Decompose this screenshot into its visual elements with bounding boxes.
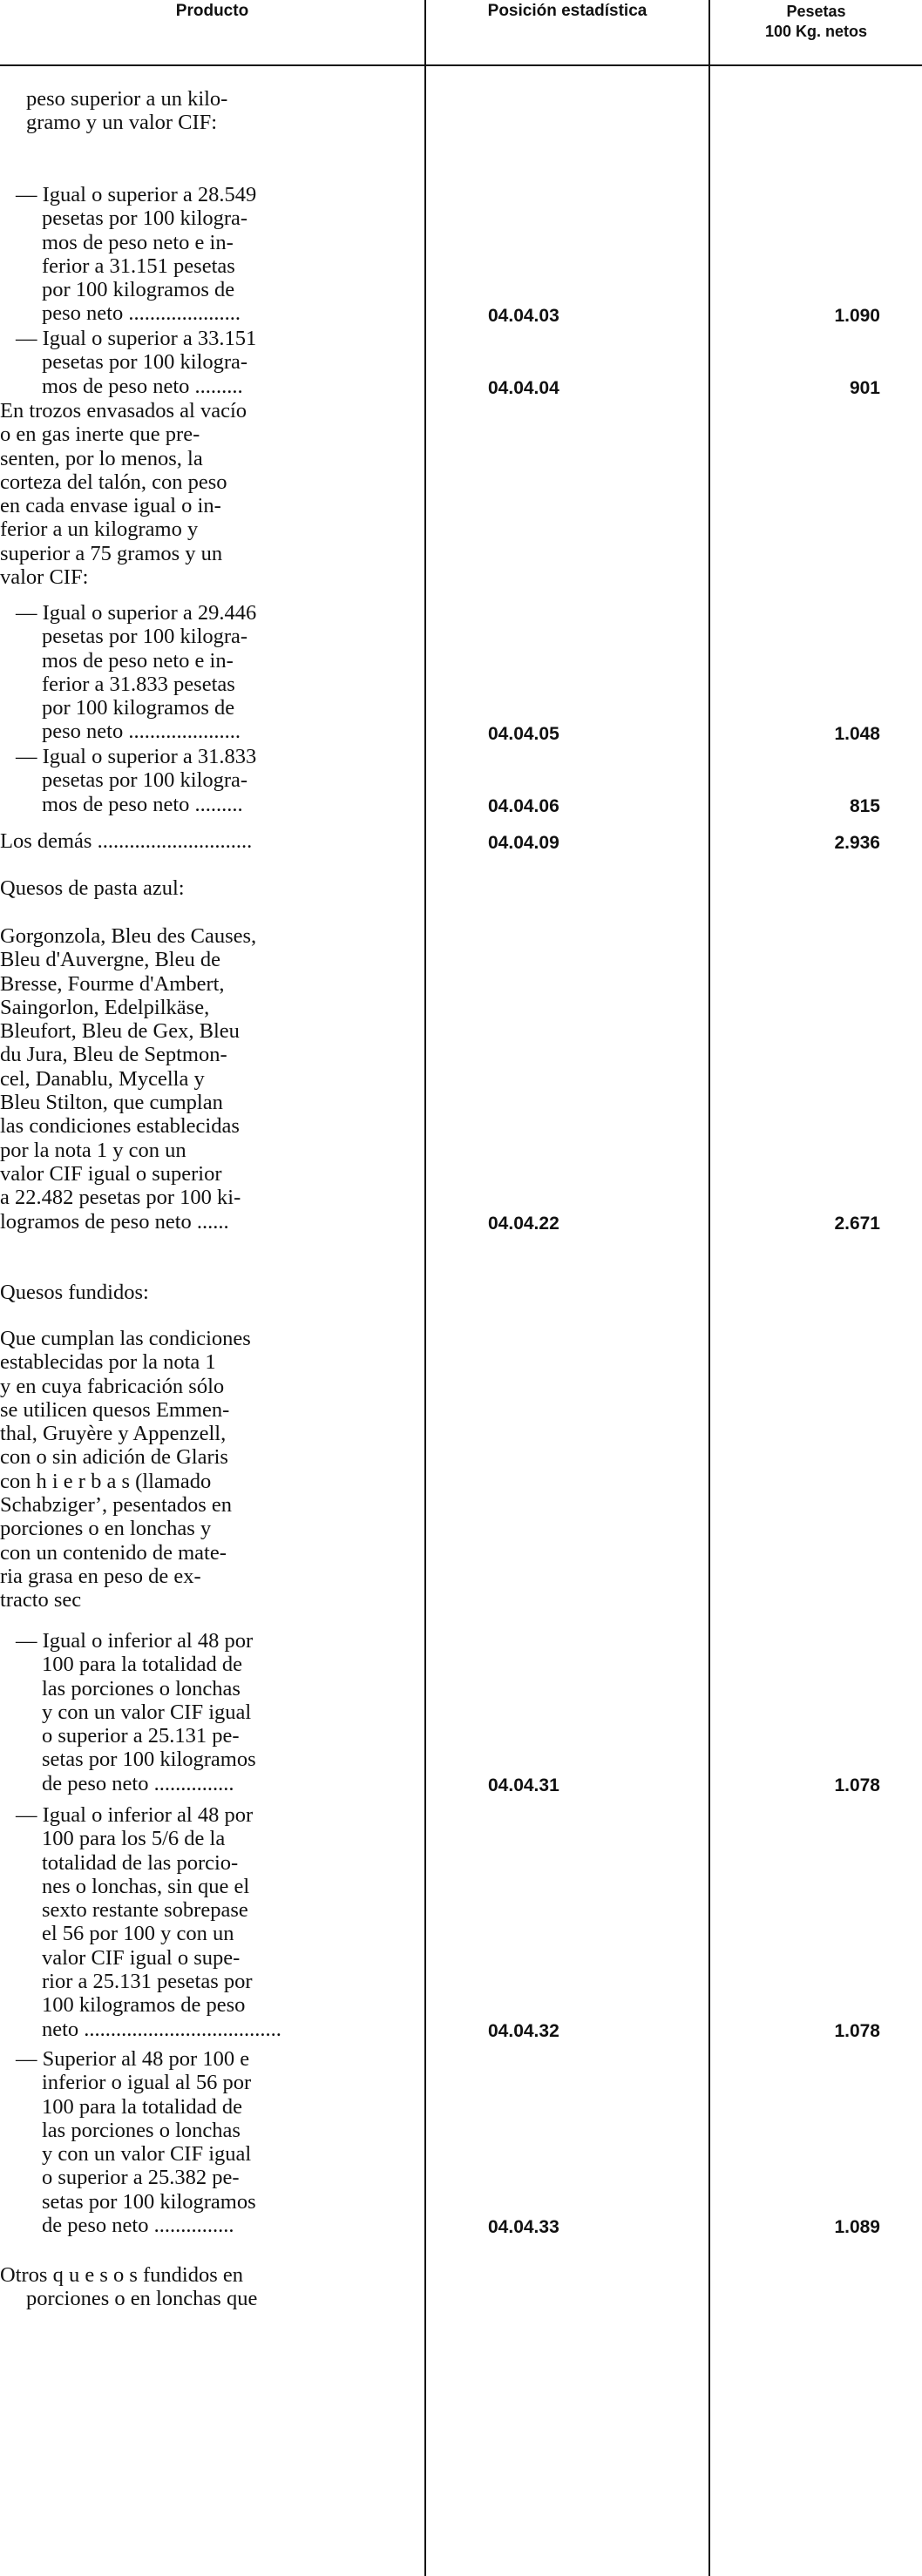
header-pesetas-line1: Pesetas	[786, 3, 846, 20]
producto-line: neto .....................................	[42, 2017, 281, 2041]
producto-line: con h i e r b a s (llamado	[0, 1469, 212, 1493]
producto-line: por 100 kilogramos de	[42, 278, 235, 302]
producto-line: peso neto .....................	[42, 301, 241, 326]
producto-line: Saingorlon, Edelpilkäse,	[0, 995, 210, 1019]
pesetas-cell: 1.078	[834, 1775, 880, 1795]
producto-cell	[0, 745, 410, 816]
producto-line: o en gas inerte que pre-	[0, 423, 200, 447]
producto-line: senten, por lo menos, la	[0, 446, 203, 470]
producto-line: Que cumplan las condiciones	[0, 1327, 251, 1350]
producto-line: establecidas por la nota 1	[0, 1350, 216, 1375]
producto-line: pesetas por 100 kilogra-	[42, 206, 248, 231]
producto-line: las porciones o lonchas	[42, 2118, 241, 2142]
producto-line: porciones o en lonchas y	[0, 1517, 212, 1541]
producto-line: sexto restante sobrepase	[42, 1898, 248, 1923]
producto-line: y en cuya fabricación sólo	[0, 1374, 225, 1398]
pesetas-cell: 1.078	[834, 2020, 880, 2041]
producto-cell	[0, 1281, 410, 1304]
producto-line: ferior a un kilogramo y	[0, 517, 199, 542]
producto-line: de peso neto ...............	[42, 2214, 234, 2238]
producto-line: — Igual o superior a 29.446	[16, 601, 257, 625]
producto-line: ferior a 31.833 pesetas	[42, 672, 235, 696]
producto-line: — Igual o inferior al 48 por	[16, 1803, 254, 1827]
producto-line: Bresse, Fourme d'Ambert,	[0, 971, 225, 996]
posicion-estadistica-cell: 04.04.06	[488, 795, 559, 816]
producto-line: de peso neto ...............	[42, 1771, 234, 1795]
posicion-estadistica-cell: 04.04.09	[488, 833, 559, 853]
producto-line: Bleufort, Bleu de Gex, Bleu	[0, 1019, 240, 1044]
producto-line: 100 para la totalidad de	[42, 2094, 242, 2119]
producto-line: o superior a 25.131 pe-	[42, 1724, 240, 1748]
producto-line: mos de peso neto e in-	[42, 230, 234, 254]
producto-line: mos de peso neto e in-	[42, 648, 234, 673]
header-pesetas-line2: 100 Kg. netos	[764, 23, 868, 40]
producto-line: Los demás .............................	[0, 829, 253, 853]
producto-line: con o sin adición de Glaris	[0, 1445, 228, 1470]
producto-cell	[0, 2263, 410, 2311]
producto-line: 100 kilogramos de peso	[42, 1993, 246, 2018]
producto-line: ferior a 31.151 pesetas	[42, 254, 235, 278]
producto-line: — Igual o inferior al 48 por	[16, 1629, 254, 1653]
producto-line: valor CIF igual o supe-	[42, 1945, 241, 1970]
producto-line: por la nota 1 y con un	[0, 1138, 186, 1162]
header-producto: Producto	[175, 2, 249, 20]
producto-line: Quesos de pasta azul:	[0, 876, 185, 900]
producto-line: 100 para los 5/6 de la	[42, 1827, 226, 1851]
producto-line: setas por 100 kilogramos	[42, 1748, 256, 1772]
producto-line: Gorgonzola, Bleu des Causes,	[0, 924, 257, 948]
producto-cell	[0, 1803, 410, 2041]
header-pesetas	[710, 2, 922, 42]
producto-line: mos de peso neto .........	[42, 374, 243, 398]
producto-cell	[0, 876, 410, 900]
pesetas-cell: 1.089	[834, 2217, 880, 2238]
producto-cell	[0, 1629, 410, 1795]
producto-line: — Superior al 48 por 100 e	[16, 2047, 250, 2071]
producto-line: mos de peso neto .........	[42, 792, 243, 816]
producto-line: — Igual o superior a 31.833	[16, 745, 257, 768]
producto-line: du Jura, Bleu de Septmon-	[0, 1043, 227, 1067]
producto-line: las condiciones establecidas	[0, 1114, 240, 1139]
header-posicion-estadistica: Posición estadística	[487, 2, 647, 20]
producto-line: Bleu d'Auvergne, Bleu de	[0, 948, 220, 972]
producto-cell	[0, 829, 410, 853]
producto-line: se utilicen quesos Emmen-	[0, 1397, 230, 1422]
producto-line: Schabzigerʼ, pesentados en	[0, 1493, 232, 1518]
producto-line: y con un valor CIF igual	[42, 2142, 252, 2167]
producto-line: Bleu Stilton, que cumplan	[0, 1091, 223, 1115]
producto-line: tracto sec	[0, 1588, 82, 1613]
producto-line: — Igual o superior a 33.151	[16, 327, 257, 350]
producto-line: logramos de peso neto ......	[0, 1209, 229, 1234]
pesetas-cell: 2.671	[834, 1213, 880, 1234]
producto-cell	[0, 183, 410, 326]
producto-line: y con un valor CIF igual	[42, 1700, 252, 1724]
producto-line: En trozos envasados al vacío	[0, 399, 247, 423]
producto-line: con un contenido de mate-	[0, 1540, 227, 1565]
producto-cell	[0, 924, 410, 1234]
column-rule-left	[424, 0, 426, 2576]
producto-cell	[0, 2047, 410, 2237]
pesetas-cell: 1.090	[834, 305, 880, 326]
producto-cell	[0, 327, 410, 398]
producto-line: a 22.482 pesetas por 100 ki-	[0, 1186, 241, 1210]
producto-line: corteza del talón, con peso	[0, 470, 227, 494]
producto-line: pesetas por 100 kilogra-	[42, 625, 248, 649]
producto-line: Quesos fundidos:	[0, 1281, 149, 1304]
producto-line: cel, Danablu, Mycella y	[0, 1066, 205, 1091]
producto-line: pesetas por 100 kilogra-	[42, 350, 248, 375]
posicion-estadistica-cell: 04.04.32	[488, 2020, 559, 2041]
producto-cell	[0, 399, 410, 589]
pesetas-cell: 815	[849, 795, 880, 816]
posicion-estadistica-cell: 04.04.33	[488, 2217, 559, 2238]
producto-line: nes o lonchas, sin que el	[42, 1874, 250, 1898]
column-rule-right	[708, 0, 710, 2576]
producto-line: en cada envase igual o in-	[0, 494, 221, 518]
producto-line: o superior a 25.382 pe-	[42, 2166, 240, 2190]
posicion-estadistica-cell: 04.04.22	[488, 1213, 559, 1234]
producto-line: inferior o igual al 56 por	[42, 2071, 252, 2095]
producto-line: gramo y un valor CIF:	[26, 111, 218, 135]
producto-line: rior a 25.131 pesetas por	[42, 1970, 253, 1994]
producto-line: 100 para la totalidad de	[42, 1653, 242, 1677]
producto-line: por 100 kilogramos de	[42, 696, 235, 720]
producto-line: valor CIF igual o superior	[0, 1161, 222, 1186]
pesetas-cell: 1.048	[834, 723, 880, 744]
producto-line: superior a 75 gramos y un	[0, 541, 223, 565]
header-rule	[0, 64, 922, 66]
producto-line: ria grasa en peso de ex-	[0, 1564, 201, 1588]
producto-cell	[0, 601, 410, 744]
pesetas-cell: 2.936	[834, 833, 880, 853]
producto-line: peso superior a un kilo-	[26, 87, 228, 111]
producto-cell	[0, 1327, 410, 1613]
producto-line: totalidad de las porcio-	[42, 1850, 239, 1875]
posicion-estadistica-cell: 04.04.05	[488, 723, 559, 744]
producto-line: setas por 100 kilogramos	[42, 2189, 256, 2214]
producto-cell	[0, 87, 410, 135]
producto-line: pesetas por 100 kilogra-	[42, 768, 248, 793]
producto-line: Otros q u e s o s fundidos en	[0, 2263, 244, 2287]
producto-line: el 56 por 100 y con un	[42, 1922, 234, 1946]
producto-line: — Igual o superior a 28.549	[16, 183, 257, 206]
producto-line: valor CIF:	[0, 565, 89, 590]
producto-line: peso neto .....................	[42, 720, 241, 744]
producto-line: porciones o en lonchas que	[26, 2287, 258, 2311]
pesetas-cell: 901	[849, 377, 880, 398]
posicion-estadistica-cell: 04.04.03	[488, 305, 559, 326]
posicion-estadistica-cell: 04.04.04	[488, 377, 559, 398]
producto-line: las porciones o lonchas	[42, 1676, 241, 1700]
posicion-estadistica-cell: 04.04.31	[488, 1775, 559, 1795]
producto-line: thal, Gruyère y Appenzell,	[0, 1422, 227, 1446]
